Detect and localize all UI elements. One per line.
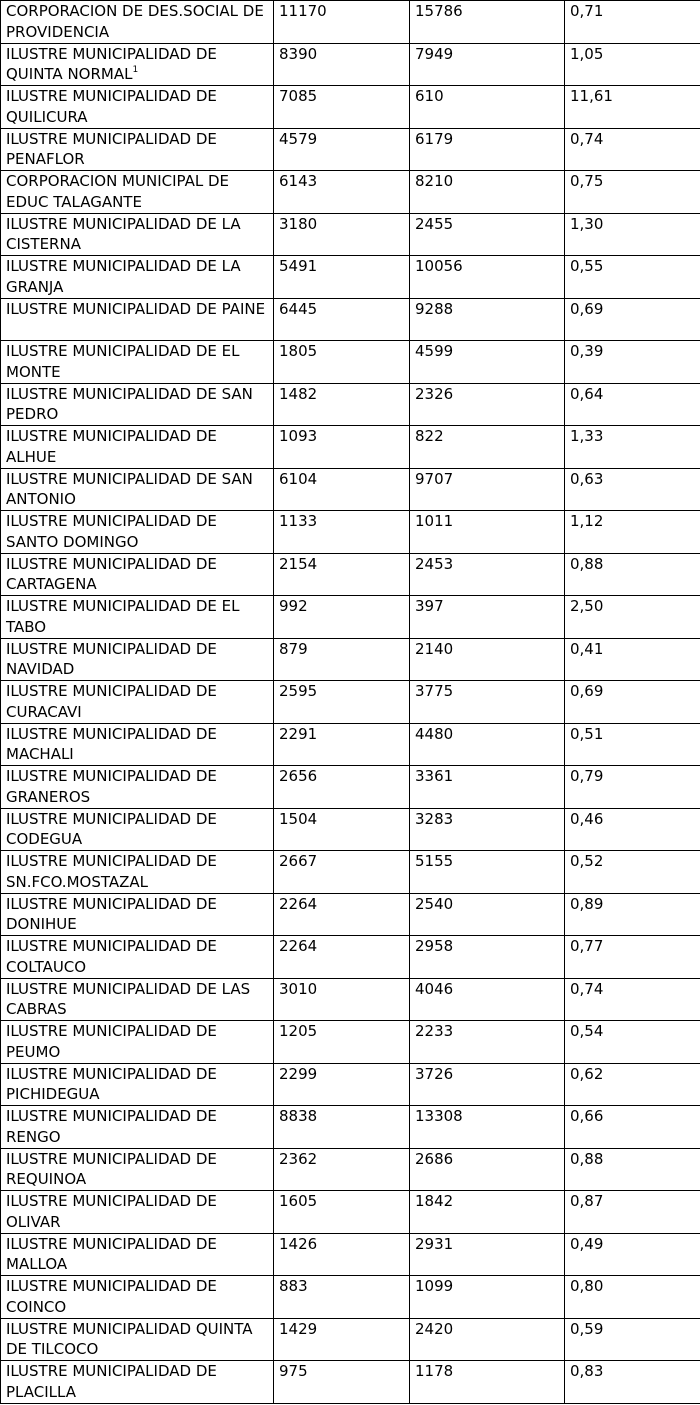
entity-name-cell: [1, 851, 274, 894]
value-2-cell: 610: [410, 86, 565, 129]
value-1-cell: 2299: [274, 1063, 410, 1106]
table-row: [1, 256, 700, 299]
value-1-cell: 879: [274, 638, 410, 681]
entity-name-cell: [1, 213, 274, 256]
entity-name-cell: [1, 43, 274, 86]
entity-name: ILUSTRE MUNICIPALIDAD DE PLACILLA: [6, 1362, 217, 1401]
entity-name-cell: [1, 426, 274, 469]
ratio-cell: 0,59: [565, 1318, 700, 1361]
ratio-cell: 0,74: [565, 128, 700, 171]
value-1-cell: 6143: [274, 171, 410, 214]
value-2-cell: 1842: [410, 1191, 565, 1234]
table-row: [1, 978, 700, 1021]
ratio-cell: 0,41: [565, 638, 700, 681]
ratio-cell: 0,66: [565, 1106, 700, 1149]
value-2-cell: 1011: [410, 511, 565, 554]
table-row: [1, 1106, 700, 1149]
ratio-cell: 0,55: [565, 256, 700, 299]
table-row: [1, 43, 700, 86]
value-1-cell: 6445: [274, 298, 410, 341]
entity-name: ILUSTRE MUNICIPALIDAD DE GRANEROS: [6, 767, 217, 806]
table-row: [1, 213, 700, 256]
entity-name-cell: [1, 298, 274, 341]
entity-name: ILUSTRE MUNICIPALIDAD DE MALLOA: [6, 1234, 217, 1273]
entity-name-cell: [1, 1063, 274, 1106]
value-1-cell: 11170: [274, 1, 410, 44]
entity-name: ILUSTRE MUNICIPALIDAD DE LA GRANJA: [6, 257, 241, 296]
value-2-cell: 2540: [410, 893, 565, 936]
table-row: [1, 298, 700, 341]
entity-name: ILUSTRE MUNICIPALIDAD DE CURACAVI: [6, 682, 217, 721]
entity-name-cell: [1, 1021, 274, 1064]
table-row: [1, 468, 700, 511]
value-1-cell: 5491: [274, 256, 410, 299]
value-2-cell: 1178: [410, 1361, 565, 1404]
ratio-cell: 0,87: [565, 1191, 700, 1234]
table-row: [1, 1148, 700, 1191]
value-1-cell: 2291: [274, 723, 410, 766]
value-1-cell: 2154: [274, 553, 410, 596]
ratio-cell: 0,79: [565, 766, 700, 809]
entity-name-cell: [1, 1106, 274, 1149]
value-1-cell: 2264: [274, 936, 410, 979]
table-row: [1, 86, 700, 129]
ratio-cell: 0,89: [565, 893, 700, 936]
ratio-cell: 0,88: [565, 1148, 700, 1191]
table-row: [1, 1233, 700, 1276]
table-row: [1, 766, 700, 809]
entity-name-cell: [1, 596, 274, 639]
ratio-cell: 0,51: [565, 723, 700, 766]
ratio-cell: 0,88: [565, 553, 700, 596]
value-2-cell: 2455: [410, 213, 565, 256]
table-row: [1, 723, 700, 766]
ratio-cell: 0,83: [565, 1361, 700, 1404]
ratio-cell: 0,62: [565, 1063, 700, 1106]
entity-name-cell: [1, 808, 274, 851]
table-row: [1, 171, 700, 214]
entity-name-cell: [1, 1318, 274, 1361]
ratio-cell: 0,52: [565, 851, 700, 894]
entity-name-cell: [1, 171, 274, 214]
value-1-cell: 8838: [274, 1106, 410, 1149]
entity-name-cell: [1, 86, 274, 129]
value-2-cell: 822: [410, 426, 565, 469]
entity-name-cell: [1, 383, 274, 426]
value-2-cell: 2958: [410, 936, 565, 979]
value-2-cell: 3726: [410, 1063, 565, 1106]
entity-name: ILUSTRE MUNICIPALIDAD DE COLTAUCO: [6, 937, 217, 976]
value-2-cell: 2686: [410, 1148, 565, 1191]
entity-name: ILUSTRE MUNICIPALIDAD DE QUILICURA: [6, 87, 217, 126]
entity-name: ILUSTRE MUNICIPALIDAD DE EL MONTE: [6, 342, 240, 381]
entity-name: ILUSTRE MUNICIPALIDAD DE EL TABO: [6, 597, 240, 636]
ratio-cell: 11,61: [565, 86, 700, 129]
value-2-cell: 1099: [410, 1276, 565, 1319]
entity-name: ILUSTRE MUNICIPALIDAD DE SAN ANTONIO: [6, 469, 253, 508]
ratio-cell: 1,30: [565, 213, 700, 256]
ratio-cell: 1,12: [565, 511, 700, 554]
value-1-cell: 992: [274, 596, 410, 639]
entity-name: ILUSTRE MUNICIPALIDAD DE CODEGUA: [6, 809, 217, 848]
entity-name: ILUSTRE MUNICIPALIDAD DE COINCO: [6, 1277, 217, 1316]
ratio-cell: 0,64: [565, 383, 700, 426]
value-1-cell: 4579: [274, 128, 410, 171]
entity-name-cell: [1, 256, 274, 299]
table-row: [1, 638, 700, 681]
ratio-cell: 0,71: [565, 1, 700, 44]
entity-name: ILUSTRE MUNICIPALIDAD DE SANTO DOMINGO: [6, 512, 217, 551]
entity-name-cell: [1, 511, 274, 554]
table-row: [1, 808, 700, 851]
value-1-cell: 2264: [274, 893, 410, 936]
table-row: [1, 1, 700, 44]
entity-name: ILUSTRE MUNICIPALIDAD DE ALHUE: [6, 427, 217, 466]
entity-name: ILUSTRE MUNICIPALIDAD DE DONIHUE: [6, 894, 217, 933]
table-row: [1, 426, 700, 469]
value-1-cell: 1805: [274, 341, 410, 384]
entity-name: ILUSTRE MUNICIPALIDAD QUINTA DE TILCOCO: [6, 1319, 253, 1358]
value-1-cell: 1205: [274, 1021, 410, 1064]
entity-name-cell: [1, 893, 274, 936]
entity-name-cell: [1, 681, 274, 724]
footnote-marker: 1: [132, 65, 139, 75]
table-row: [1, 128, 700, 171]
value-2-cell: 15786: [410, 1, 565, 44]
value-1-cell: 7085: [274, 86, 410, 129]
entity-name: ILUSTRE MUNICIPALIDAD DE RENGO: [6, 1107, 217, 1146]
entity-name: ILUSTRE MUNICIPALIDAD DE PEUMO: [6, 1022, 217, 1061]
entity-name: ILUSTRE MUNICIPALIDAD DE LAS CABRAS: [6, 979, 251, 1018]
ratio-cell: 1,05: [565, 43, 700, 86]
table-row: [1, 511, 700, 554]
entity-name-cell: [1, 553, 274, 596]
table-row: [1, 936, 700, 979]
table-body: [1, 1, 700, 1404]
ratio-cell: 0,39: [565, 341, 700, 384]
value-2-cell: 2326: [410, 383, 565, 426]
value-2-cell: 8210: [410, 171, 565, 214]
value-2-cell: 2140: [410, 638, 565, 681]
value-2-cell: 397: [410, 596, 565, 639]
entity-name-cell: [1, 1148, 274, 1191]
ratio-cell: 1,33: [565, 426, 700, 469]
value-1-cell: 1093: [274, 426, 410, 469]
entity-name: ILUSTRE MUNICIPALIDAD DE OLIVAR: [6, 1192, 217, 1231]
ratio-cell: 0,74: [565, 978, 700, 1021]
ratio-cell: 2,50: [565, 596, 700, 639]
value-2-cell: 4599: [410, 341, 565, 384]
value-2-cell: 9707: [410, 468, 565, 511]
value-2-cell: 5155: [410, 851, 565, 894]
value-1-cell: 883: [274, 1276, 410, 1319]
ratio-cell: 0,63: [565, 468, 700, 511]
table-row: [1, 553, 700, 596]
value-2-cell: 10056: [410, 256, 565, 299]
table-row: [1, 1318, 700, 1361]
value-2-cell: 3361: [410, 766, 565, 809]
ratio-cell: 0,77: [565, 936, 700, 979]
entity-name: ILUSTRE MUNICIPALIDAD DE SN.FCO.MOSTAZAL: [6, 852, 217, 891]
ratio-cell: 0,49: [565, 1233, 700, 1276]
entity-name-cell: [1, 1191, 274, 1234]
entity-name: CORPORACION DE DES.SOCIAL DE PROVIDENCIA: [6, 2, 264, 41]
entity-name: ILUSTRE MUNICIPALIDAD DE PENAFLOR: [6, 129, 217, 168]
entity-name-cell: [1, 638, 274, 681]
entity-name-cell: [1, 468, 274, 511]
entity-name: ILUSTRE MUNICIPALIDAD DE REQUINOA: [6, 1149, 217, 1188]
value-2-cell: 3775: [410, 681, 565, 724]
value-1-cell: 3010: [274, 978, 410, 1021]
entity-name: ILUSTRE MUNICIPALIDAD DE SAN PEDRO: [6, 384, 253, 423]
value-2-cell: 3283: [410, 808, 565, 851]
table-row: [1, 851, 700, 894]
value-1-cell: 1482: [274, 383, 410, 426]
entity-name-cell: [1, 1361, 274, 1404]
value-2-cell: 9288: [410, 298, 565, 341]
value-1-cell: 975: [274, 1361, 410, 1404]
value-1-cell: 2656: [274, 766, 410, 809]
entity-name: CORPORACION MUNICIPAL DE EDUC TALAGANTE: [6, 172, 230, 211]
table-row: [1, 383, 700, 426]
entity-name: ILUSTRE MUNICIPALIDAD DE QUINTA NORMAL: [6, 44, 217, 83]
entity-name-cell: [1, 341, 274, 384]
value-2-cell: 2453: [410, 553, 565, 596]
ratio-cell: 0,69: [565, 681, 700, 724]
ratio-cell: 0,69: [565, 298, 700, 341]
value-1-cell: 1426: [274, 1233, 410, 1276]
value-1-cell: 1429: [274, 1318, 410, 1361]
entity-name: ILUSTRE MUNICIPALIDAD DE PAINE: [6, 299, 266, 318]
entity-name-cell: [1, 128, 274, 171]
table-row: [1, 681, 700, 724]
ratio-cell: 0,54: [565, 1021, 700, 1064]
table-row: [1, 1021, 700, 1064]
value-1-cell: 1504: [274, 808, 410, 851]
ratio-cell: 0,46: [565, 808, 700, 851]
ratio-cell: 0,75: [565, 171, 700, 214]
entity-name: ILUSTRE MUNICIPALIDAD DE PICHIDEGUA: [6, 1064, 217, 1103]
entity-name-cell: [1, 1276, 274, 1319]
entity-name-cell: [1, 1, 274, 44]
table-row: [1, 1191, 700, 1234]
table-row: [1, 1361, 700, 1404]
table-row: [1, 1063, 700, 1106]
value-1-cell: 2362: [274, 1148, 410, 1191]
entity-name-cell: [1, 978, 274, 1021]
value-1-cell: 6104: [274, 468, 410, 511]
value-1-cell: 8390: [274, 43, 410, 86]
entity-name: ILUSTRE MUNICIPALIDAD DE MACHALI: [6, 724, 217, 763]
entity-name: ILUSTRE MUNICIPALIDAD DE NAVIDAD: [6, 639, 217, 678]
value-2-cell: 13308: [410, 1106, 565, 1149]
value-1-cell: 2595: [274, 681, 410, 724]
entity-name-cell: [1, 766, 274, 809]
table-row: [1, 893, 700, 936]
entity-name-cell: [1, 1233, 274, 1276]
value-2-cell: 6179: [410, 128, 565, 171]
value-1-cell: 1605: [274, 1191, 410, 1234]
entity-name: ILUSTRE MUNICIPALIDAD DE CARTAGENA: [6, 554, 217, 593]
value-2-cell: 4046: [410, 978, 565, 1021]
value-2-cell: 7949: [410, 43, 565, 86]
table-row: [1, 596, 700, 639]
value-1-cell: 1133: [274, 511, 410, 554]
entity-name: ILUSTRE MUNICIPALIDAD DE LA CISTERNA: [6, 214, 241, 253]
ratio-cell: 0,80: [565, 1276, 700, 1319]
table-row: [1, 1276, 700, 1319]
entity-name-cell: [1, 723, 274, 766]
table-row: [1, 341, 700, 384]
value-1-cell: 3180: [274, 213, 410, 256]
value-1-cell: 2667: [274, 851, 410, 894]
entity-name-cell: [1, 936, 274, 979]
value-2-cell: 2931: [410, 1233, 565, 1276]
value-2-cell: 2420: [410, 1318, 565, 1361]
value-2-cell: 4480: [410, 723, 565, 766]
value-2-cell: 2233: [410, 1021, 565, 1064]
